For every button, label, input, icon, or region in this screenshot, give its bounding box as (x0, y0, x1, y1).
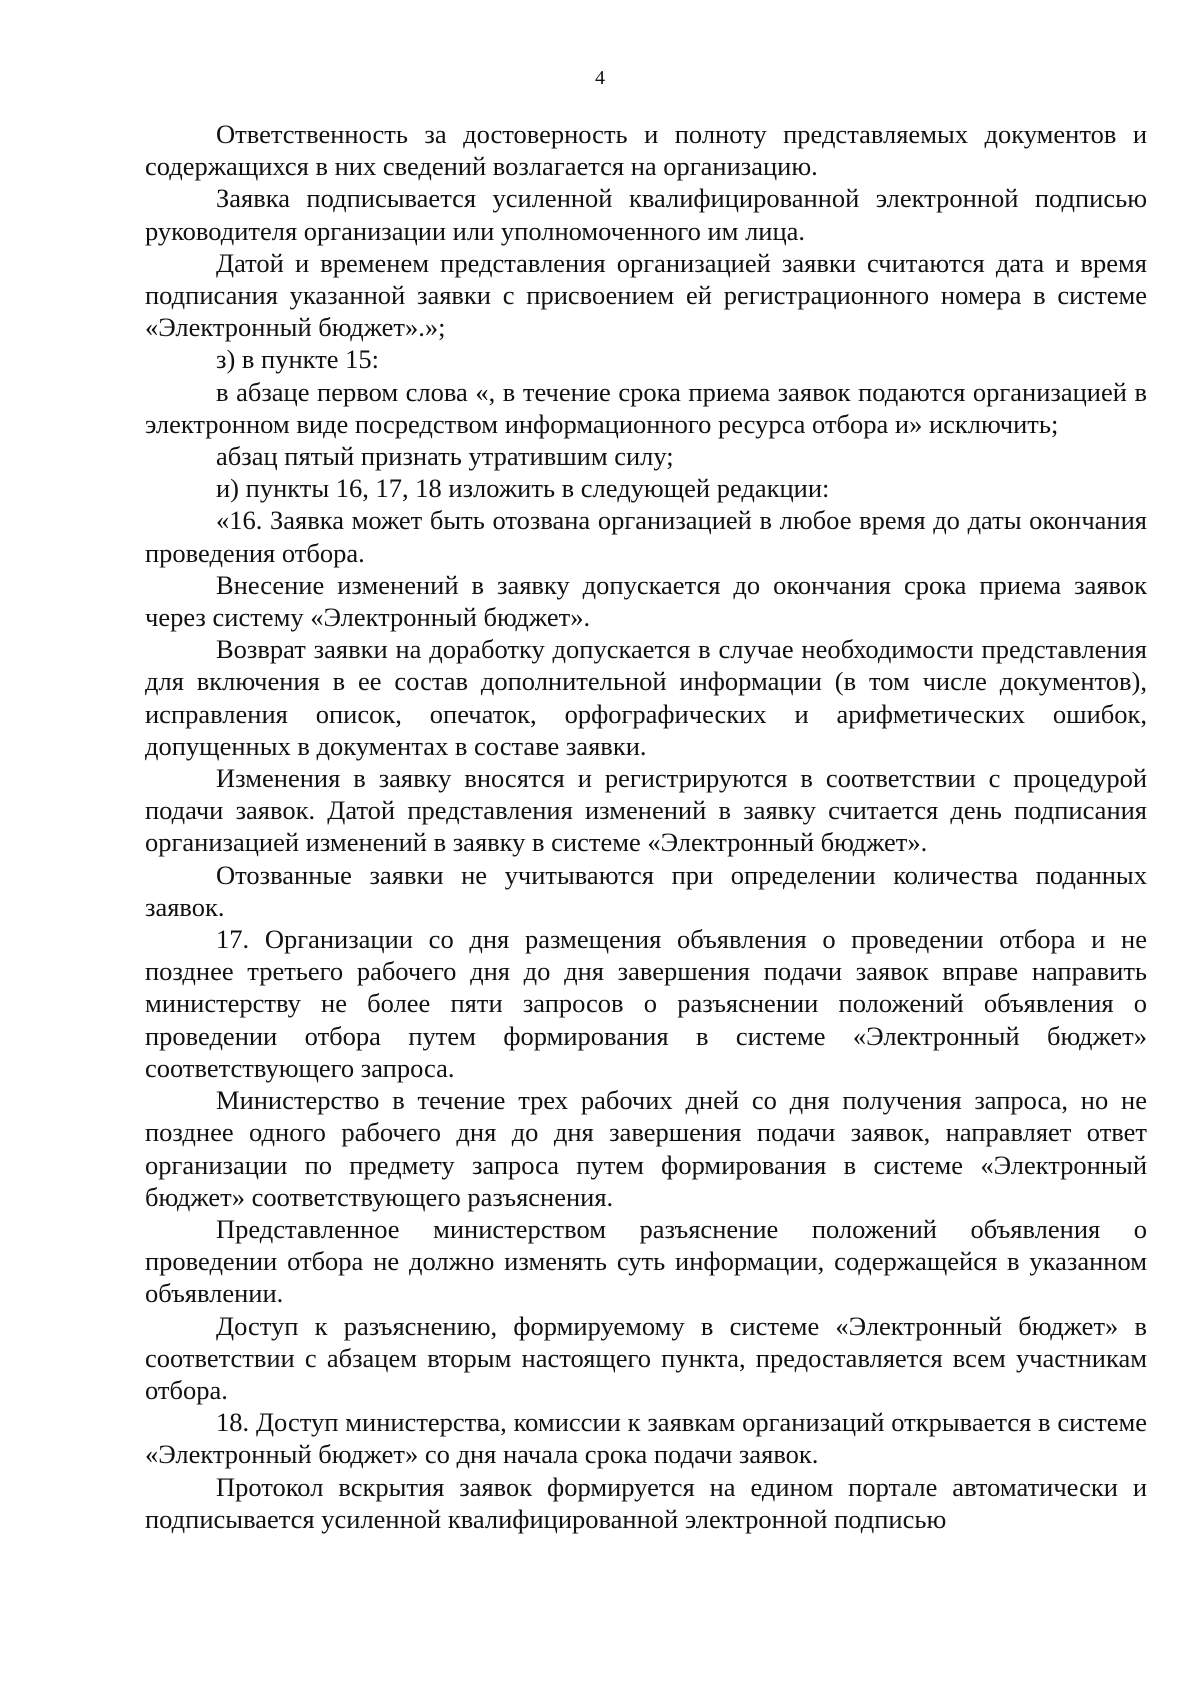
paragraph: Датой и временем представления организацией заявки считаются дата и время подписания указанной заявки с присвоением ей регистрационного номера в системе «Электронный бюджет».»; (145, 247, 1147, 343)
paragraph: «16. Заявка может быть отозвана организацией в любое время до даты окончания проведения отбора. (145, 505, 1147, 568)
paragraph: 18. Доступ министерства, комиссии к заявкам организаций открывается в системе «Электронный бюджет» со дня начала срока подачи заявок. (145, 1407, 1147, 1470)
paragraph: Протокол вскрытия заявок формируется на едином портале автоматически и подписывается усиленной квалифицированной электронной подписью (145, 1471, 1147, 1534)
paragraph: Министерство в течение трех рабочих дней со дня получения запроса, но не позднее одного рабочего дня до дня завершения подачи заявок, направляет ответ организации по предмету запроса путем формирования в системе «Электронный бюджет» соответствующего разъяснения. (145, 1085, 1147, 1212)
paragraph: Заявка подписывается усиленной квалифицированной электронной подписью руководителя организации или уполномоченного им лица. (145, 183, 1147, 246)
paragraph: и) пункты 16, 17, 18 изложить в следующей редакции: (216, 473, 830, 504)
paragraph: з) в пункте 15: (216, 344, 380, 375)
paragraph: Отозванные заявки не учитываются при определении количества поданных заявок. (145, 859, 1147, 922)
paragraph: в абзаце первом слова «, в течение срока приема заявок подаются организацией в электронном виде посредством информационного ресурса отбора и» исключить; (145, 376, 1147, 439)
paragraph: Доступ к разъяснению, формируемому в системе «Электронный бюджет» в соответствии с абзацем вторым настоящего пункта, предоставляется всем участникам отбора. (145, 1310, 1147, 1405)
paragraph: Ответственность за достоверность и полноту представляемых документов и содержащихся в них сведений возлагается на организацию. (145, 119, 1147, 182)
paragraph: Изменения в заявку вносятся и регистрируются в соответствии с процедурой подачи заявок. Датой представления изменений в заявку считается день подписания организацией изменений в заявку в системе «Электронный бюджет». (145, 763, 1147, 858)
paragraph: абзац пятый признать утратившим силу; (216, 441, 674, 472)
paragraph: Возврат заявки на доработку допускается в случае необходимости представления для включения в ее состав дополнительной информации (в том числе документов), исправления описок, опечаток, орфографических и арифметических ошибок, допущенных в документах в составе заявки. (145, 634, 1147, 761)
page-number: 4 (595, 67, 605, 89)
paragraph: 17. Организации со дня размещения объявления о проведении отбора и не позднее третьего рабочего дня до дня завершения подачи заявок вправе направить министерству не более пяти запросов о разъяснении положений объявления о проведении отбора путем формирования в системе «Электронный бюджет» соответствующего запроса. (145, 924, 1147, 1083)
paragraph: Представленное министерством разъяснение положений объявления о проведении отбора не должно изменять суть информации, содержащейся в указанном объявлении. (145, 1213, 1147, 1309)
paragraph: Внесение изменений в заявку допускается до окончания срока приема заявок через систему «Электронный бюджет». (145, 569, 1147, 633)
document-body (145, 118, 1147, 1535)
